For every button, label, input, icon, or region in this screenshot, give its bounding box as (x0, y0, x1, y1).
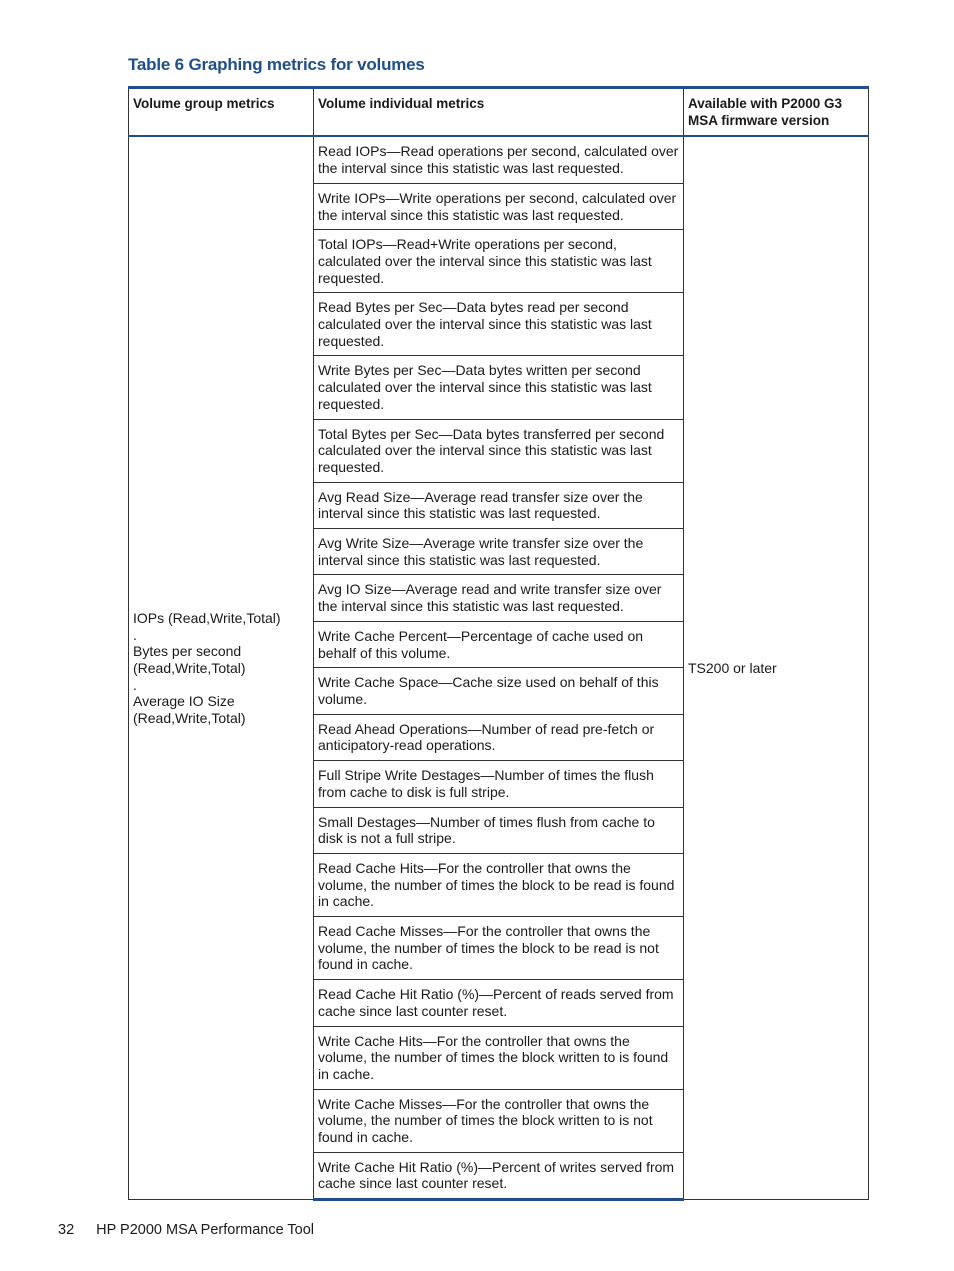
group-metric-line: . (133, 626, 137, 643)
individual-metric-cell: Total IOPs—Read+Write operations per second, calculated over the interval since this statistic was last requested. (314, 230, 684, 293)
page-number: 32 (58, 1222, 75, 1238)
individual-metric-cell: Read Cache Misses—For the controller that owns the volume, the number of times the block to be read is not found in cache. (314, 917, 684, 980)
group-metric-line: Average IO Size (Read,Write,Total) (133, 693, 246, 727)
individual-metric-cell: Avg Write Size—Average write transfer size over the interval since this statistic was last requested. (314, 529, 684, 575)
group-metric-line: . (133, 676, 137, 693)
individual-metric-cell: Small Destages—Number of times flush from cache to disk is not a full stripe. (314, 807, 684, 853)
table-body (129, 136, 869, 1199)
individual-metric-cell: Write Cache Misses—For the controller that owns the volume, the number of times the block written to is not found in cache. (314, 1089, 684, 1152)
group-metric-line: Bytes per second (Read,Write,Total) (133, 643, 246, 676)
individual-metric-cell: Avg Read Size—Average read transfer size over the interval since this statistic was last requested. (314, 482, 684, 528)
individual-metric-cell: Write IOPs—Write operations per second, calculated over the interval since this statistic was last requested. (314, 183, 684, 229)
table-row (129, 136, 869, 183)
volume-group-metrics-cell (129, 136, 314, 1199)
header-volume-group-metrics: Volume group metrics (129, 88, 314, 137)
individual-metric-cell: Full Stripe Write Destages—Number of times the flush from cache to disk is full stripe. (314, 761, 684, 807)
individual-metric-cell: Write Bytes per Sec—Data bytes written per second calculated over the interval since this statistic was last requested. (314, 356, 684, 419)
header-volume-individual-metrics: Volume individual metrics (314, 88, 684, 137)
table-caption: Table 6 Graphing metrics for volumes (128, 55, 425, 74)
individual-metric-cell: Total Bytes per Sec—Data bytes transferred per second calculated over the interval since this statistic was last requested. (314, 419, 684, 482)
individual-metric-cell: Avg IO Size—Average read and write transfer size over the interval since this statistic was last requested. (314, 575, 684, 621)
group-metric-line: IOPs (Read,Write,Total) (133, 609, 281, 626)
table-header-row (129, 88, 869, 137)
individual-metric-cell: Read Cache Hit Ratio (%)—Percent of reads served from cache since last counter reset. (314, 980, 684, 1026)
individual-metric-cell: Write Cache Space—Cache size used on behalf of this volume. (314, 668, 684, 714)
individual-metric-cell: Write Cache Hits—For the controller that owns the volume, the number of times the block written to is found in cache. (314, 1026, 684, 1089)
individual-metric-cell: Read Ahead Operations—Number of read pre-fetch or anticipatory-read operations. (314, 714, 684, 760)
individual-metric-cell: Write Cache Hit Ratio (%)—Percent of writes served from cache since last counter reset. (314, 1152, 684, 1199)
individual-metric-cell: Write Cache Percent—Percentage of cache used on behalf of this volume. (314, 621, 684, 667)
firmware-version-cell: TS200 or later (684, 136, 869, 1199)
document-title: HP P2000 MSA Performance Tool (96, 1222, 315, 1238)
header-firmware-version: Available with P2000 G3 MSA firmware version (684, 88, 869, 137)
individual-metric-cell: Read IOPs—Read operations per second, calculated over the interval since this statistic was last requested. (314, 136, 684, 183)
metrics-table (128, 86, 869, 1201)
page-footer (58, 1222, 314, 1238)
individual-metric-cell: Read Cache Hits—For the controller that owns the volume, the number of times the block to be read is found in cache. (314, 853, 684, 916)
individual-metric-cell: Read Bytes per Sec—Data bytes read per second calculated over the interval since this statistic was last requested. (314, 293, 684, 356)
